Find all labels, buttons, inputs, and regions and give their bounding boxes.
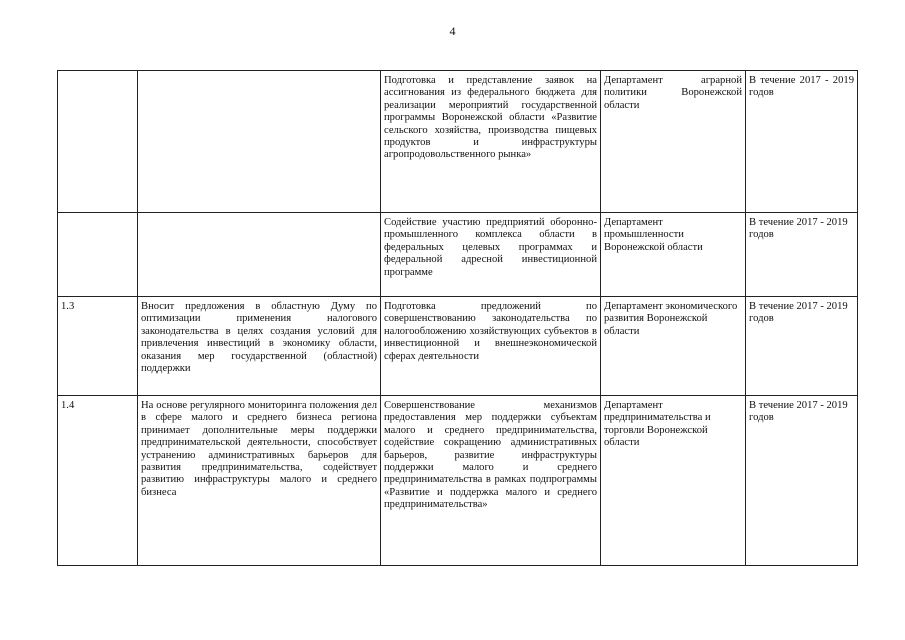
cell-action: Подготовка и представление заявок на ассигнования из федерального бюджета для реализации мероприятий государственной программы Воронежской области «Развитие сельского хозяйства, производства пищевых продуктов и инфраструктуры агропродовольственного рынка» [381, 71, 601, 213]
cell-term: В течение 2017 - 2019 годов [746, 71, 858, 213]
measures-table [57, 70, 858, 566]
cell-number [58, 213, 138, 297]
cell-action: Совершенствование механизмов предоставления мер поддержки субъектам малого и среднего предпринимательства, содействие сокращению административных барьеров, развитие инфраструктуры поддержки малого и среднего предпринимательства в рамках подпрограммы «Развитие и поддержка малого и среднего предпринимательства» [381, 396, 601, 566]
cell-measure: На основе регулярного мониторинга положения дел в сфере малого и среднего бизнеса региона принимает дополнительные меры поддержки предпринимательской деятельности, способствует устранению административных барьеров для развития предпринимательства, содействует развитию инфраструктуры малого и среднего бизнеса [138, 396, 381, 566]
page-number: 4 [449, 24, 456, 38]
table-row [58, 71, 858, 213]
cell-term: В течение 2017 - 2019 годов [746, 396, 858, 566]
cell-number: 1.4 [58, 396, 138, 566]
table-row [58, 297, 858, 396]
cell-measure [138, 71, 381, 213]
cell-term: В течение 2017 - 2019 годов [746, 297, 858, 396]
cell-action: Подготовка предложений по совершенствованию законодательства по налогообложению хозяйствующих субъектов в инвестиционной и внешнеэкономической сферах деятельности [381, 297, 601, 396]
cell-action: Содействие участию предприятий оборонно-промышленного комплекса области в федеральных целевых программах и федеральной адресной инвестиционной программе [381, 213, 601, 297]
table-row [58, 213, 858, 297]
cell-responsible: Департамент предпринимательства и торговли Воронежской области [601, 396, 746, 566]
cell-number: 1.3 [58, 297, 138, 396]
cell-responsible: Департамент экономического развития Воронежской области [601, 297, 746, 396]
table-row [58, 396, 858, 566]
cell-responsible: Департамент аграрной политики Воронежской области [601, 71, 746, 213]
cell-term: В течение 2017 - 2019 годов [746, 213, 858, 297]
cell-responsible: Департамент промышленности Воронежской области [601, 213, 746, 297]
cell-measure: Вносит предложения в областную Думу по оптимизации применения налогового законодательства в целях создания условий для привлечения инвестиций в экономику области, оказания мер государственной (областной) поддержки [138, 297, 381, 396]
cell-number [58, 71, 138, 213]
cell-measure [138, 213, 381, 297]
